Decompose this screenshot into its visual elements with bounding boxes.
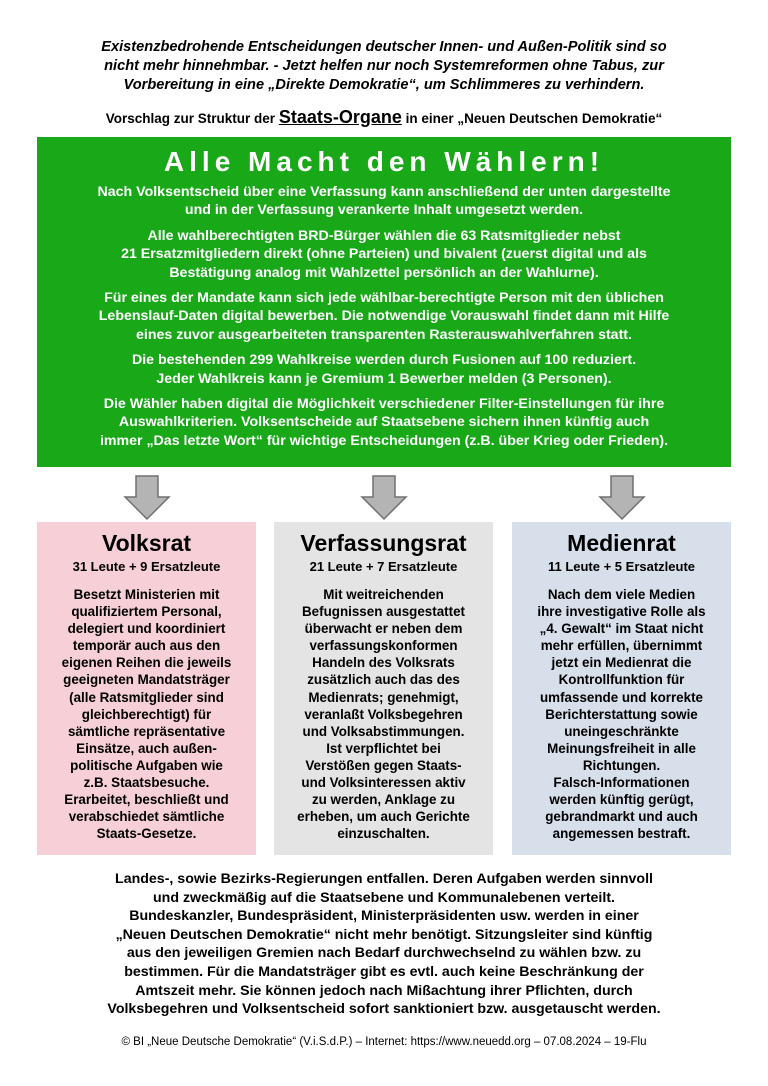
green-paragraph-2 xyxy=(45,227,723,282)
bottom-line: „Neuen Deutschen Demokratie“ nicht mehr benötigt. Sitzungsleiter sind künftig xyxy=(115,926,653,943)
column-line: Handeln des Volksrats xyxy=(312,655,455,671)
green-line: Auswahlkriterien. Volksentscheide auf Staatsebene sichern ihnen künftig auch xyxy=(118,414,650,431)
subtitle-pre: Vorschlag zur Struktur der xyxy=(105,111,276,126)
column-line: politische Aufgaben wie xyxy=(70,757,223,773)
column-count: 11 Leute + 5 Ersatzleute xyxy=(547,559,696,574)
column-line: einzuschalten. xyxy=(337,826,430,842)
arrow-down-icon xyxy=(123,475,171,521)
green-line: eines zuvor ausgearbeiteten transparenten Rasterauswahlverfahren statt. xyxy=(136,326,632,343)
column-line: zusätzlich auch das des xyxy=(307,672,460,688)
subtitle xyxy=(20,106,748,130)
column-line: sämtliche repräsentative xyxy=(67,723,226,739)
green-line: Die Wähler haben digital die Möglichkeit verschiedener Filter-Einstellungen für ihre xyxy=(103,396,665,413)
column-line: verfassungskonformen xyxy=(309,638,458,654)
column-line: Einsätze, auch außen- xyxy=(76,740,217,756)
column-line: Ist verpflichtet bei xyxy=(326,740,441,756)
bottom-line: Amtszeit mehr. Sie können jedoch nach Mißachtung ihrer Pflichten, durch xyxy=(135,982,633,999)
green-paragraph-4 xyxy=(45,351,723,388)
column-count: 21 Leute + 7 Ersatzleute xyxy=(309,559,458,574)
bottom-line: und zweckmäßig auf die Staatsebene und Kommunalebenen verteilt. xyxy=(153,889,615,906)
column-line: qualifiziertem Personal, xyxy=(71,604,222,620)
column-line: geeigneten Mandatsträger xyxy=(63,672,230,688)
column-line: mehr erfüllen, übernimmt xyxy=(540,638,703,654)
bottom-line: bestimmen. Für die Mandatsträger gibt es evtl. auch keine Beschränkung der xyxy=(124,963,644,980)
column-line: Befugnissen ausgestattet xyxy=(302,604,465,620)
green-line: Nach Volksentscheid über eine Verfassung kann anschließend der unten dargestellte xyxy=(97,184,671,200)
column-line: erheben, um auch Gerichte xyxy=(297,809,470,825)
column-line: umfassende und korrekte xyxy=(540,689,703,705)
column-line: und Volksabstimmungen. xyxy=(302,723,465,739)
column-verfassungsrat xyxy=(274,522,493,855)
column-volksrat xyxy=(37,522,256,855)
column-title: Volksrat xyxy=(101,530,192,556)
arrow-down-icon xyxy=(598,475,646,521)
column-line: Verstößen gegen Staats- xyxy=(305,757,462,773)
green-line: immer „Das letzte Wort“ für wichtige Entscheidungen (z.B. über Krieg oder Frieden). xyxy=(99,432,669,449)
green-line: 21 Ersatzmitgliedern direkt (ohne Parteien) und bivalent (zuerst digital und als xyxy=(121,246,647,263)
green-line: Die bestehenden 299 Wahlkreise werden durch Fusionen auf 100 reduziert. xyxy=(131,352,637,369)
column-line: Nach dem viele Medien xyxy=(547,587,696,602)
column-line: verabschiedet sämtliche xyxy=(68,809,225,825)
main-green-box xyxy=(37,137,731,467)
green-paragraph-5 xyxy=(45,395,723,450)
column-line: Falsch-Informationen xyxy=(553,775,690,791)
column-text xyxy=(274,586,493,842)
subtitle-post: in einer „Neuen Deutschen Demokratie“ xyxy=(405,111,663,126)
column-title: Medienrat xyxy=(567,530,676,556)
column-title: Verfassungsrat xyxy=(300,530,467,556)
column-line: Richtungen. xyxy=(582,757,661,773)
column-line: Kontrollfunktion für xyxy=(558,672,685,688)
column-line: jetzt ein Medienrat die xyxy=(551,655,692,671)
green-line: Für eines der Mandate kann sich jede wählbar-berechtigte Person mit den üblichen xyxy=(104,290,664,307)
footer: © BI „Neue Deutsche Demokratie“ (V.i.S.d.P.) – Internet: https://www.neuedd.org – 07.08.2024 – 19-Flu xyxy=(121,1036,647,1048)
column-line: veranlaßt Volksbegehren xyxy=(304,706,463,722)
headline: Alle Macht den Wählern! xyxy=(163,146,605,177)
column-line: delegiert und koordiniert xyxy=(67,621,226,637)
green-paragraph-1 xyxy=(45,183,723,220)
column-line: und Volksinteressen aktiv xyxy=(301,775,466,791)
bottom-line: Bundeskanzler, Bundespräsident, Ministerpräsidenten usw. werden in einer xyxy=(129,908,639,925)
column-line: Meinungsfreiheit in alle xyxy=(547,740,696,756)
column-line: Berichterstattung sowie xyxy=(545,706,698,722)
column-line: zu werden, Anklage zu xyxy=(311,792,456,808)
column-line: angemessen bestraft. xyxy=(552,826,691,842)
green-paragraph-3 xyxy=(45,289,723,344)
column-medienrat xyxy=(512,522,731,855)
intro-line: nicht mehr hinnehmbar. - Jetzt helfen nur noch Systemreformen ohne Tabus, zur xyxy=(104,58,664,74)
green-line: Jeder Wahlkreis kann je Gremium 1 Bewerber melden (3 Personen). xyxy=(156,370,612,387)
green-line: Alle wahlberechtigten BRD-Bürger wählen die 63 Ratsmitglieder nebst xyxy=(147,227,621,244)
column-line: werden künftig gerügt, xyxy=(549,792,694,808)
intro-line: Vorbereitung in eine „Direkte Demokratie“, um Schlimmeres zu verhindern. xyxy=(123,77,645,93)
column-line: ihre investigative Rolle als xyxy=(537,604,706,620)
column-line: (alle Ratsmitglieder sind xyxy=(69,689,224,705)
bottom-text xyxy=(30,870,738,1019)
green-line: Lebenslauf-Daten digital bewerben. Die notwendige Vorauswahl findet dann mit Hilfe xyxy=(98,308,670,325)
column-line: „4. Gewalt“ im Staat nicht xyxy=(539,621,704,637)
column-line: z.B. Staatsbesuche. xyxy=(83,775,210,791)
bottom-line: aus den jeweiligen Gremien nach Bedarf durchwechselnd zu wählen bzw. zu xyxy=(126,945,642,962)
column-text xyxy=(512,586,731,842)
column-line: Staats-Gesetze. xyxy=(96,826,197,842)
bottom-line: Volksbegehren und Volksentscheid sofort sanktioniert bzw. ausgetauscht werden. xyxy=(107,1001,661,1018)
column-text xyxy=(37,586,256,842)
column-line: gleichberechtigt) für xyxy=(81,706,212,722)
column-line: temporär auch aus den xyxy=(72,638,221,654)
green-line: und in der Verfassung verankerte Inhalt umgesetzt werden. xyxy=(184,202,584,219)
intro-line: Existenzbedrohende Entscheidungen deutscher Innen- und Außen-Politik sind so xyxy=(101,39,667,55)
column-line: überwacht er neben dem xyxy=(304,621,463,637)
column-line: uneingeschränkte xyxy=(564,723,679,739)
column-line: Besetzt Ministerien mit xyxy=(73,587,220,602)
column-line: eigenen Reihen die jeweils xyxy=(61,655,232,671)
intro-text xyxy=(30,38,738,95)
column-count: 31 Leute + 9 Ersatzleute xyxy=(72,559,221,574)
bottom-line: Landes-, sowie Bezirks-Regierungen entfallen. Deren Aufgaben werden sinnvoll xyxy=(115,871,653,887)
column-line: Erarbeitet, beschließt und xyxy=(64,792,229,808)
column-line: gebrandmarkt und auch xyxy=(545,809,698,825)
green-line: Bestätigung analog mit Wahlzettel persönlich an der Wahlurne). xyxy=(169,264,599,281)
subtitle-emphasis: Staats-Organe xyxy=(278,107,402,127)
column-line: Medienrats; genehmigt, xyxy=(308,689,459,705)
column-line: Mit weitreichenden xyxy=(323,587,444,602)
arrow-down-icon xyxy=(360,475,408,521)
